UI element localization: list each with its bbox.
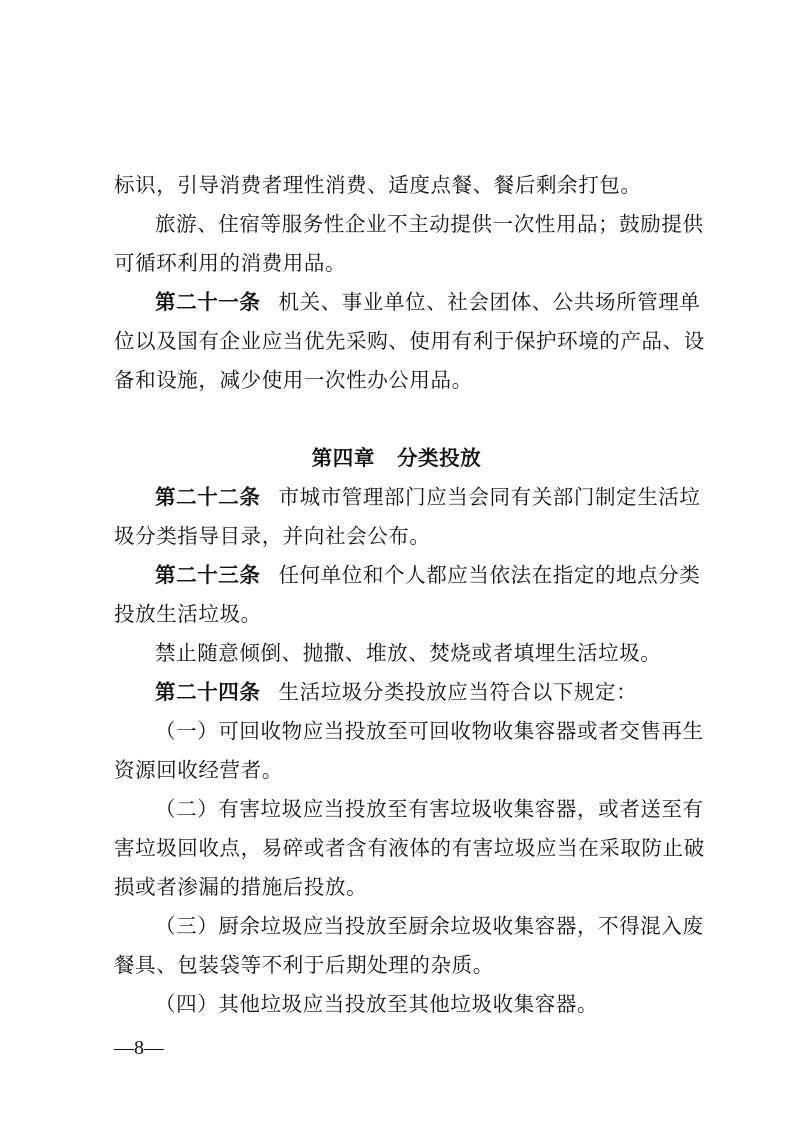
line-text: 损或者渗漏的措施后投放。 bbox=[114, 875, 368, 899]
list-item-line bbox=[155, 912, 704, 940]
line-text: 机关、事业单位、社会团体、公共场所管理单 bbox=[278, 290, 701, 314]
article-23-line bbox=[155, 561, 701, 589]
chapter-number: 第四章 bbox=[311, 446, 375, 470]
paragraph-line bbox=[114, 327, 705, 355]
article-21-line bbox=[155, 288, 701, 316]
line-text: 位以及国有企业应当优先采购、使用有利于保护环境的产品、设 bbox=[114, 329, 705, 353]
chapter-title: 分类投放 bbox=[396, 446, 482, 470]
line-text: （三）厨余垃圾应当投放至厨余垃圾收集容器，不得混入废 bbox=[155, 914, 704, 938]
line-text: 餐具、包装袋等不利于后期处理的杂质。 bbox=[114, 953, 494, 977]
page-number: —8— bbox=[114, 1037, 164, 1059]
paragraph-line bbox=[155, 639, 684, 667]
list-item-line bbox=[155, 990, 684, 1018]
line-text: 旅游、住宿等服务性企业不主动提供一次性用品；鼓励提供 bbox=[155, 212, 704, 236]
line-text: （一）可回收物应当投放至可回收物收集容器或者交售再生 bbox=[155, 719, 704, 743]
line-text: （四）其他垃圾应当投放至其他垃圾收集容器。 bbox=[155, 992, 599, 1016]
paragraph-line bbox=[114, 834, 705, 862]
paragraph-line bbox=[114, 366, 684, 394]
article-24-line bbox=[155, 678, 684, 706]
chapter-heading bbox=[0, 444, 793, 472]
line-text: 害垃圾回收点，易碎或者含有液体的有害垃圾应当在采取防止破 bbox=[114, 836, 705, 860]
line-text: 投放生活垃圾。 bbox=[114, 602, 262, 626]
article-21-label: 第二十一条 bbox=[155, 290, 261, 314]
line-text: （二）有害垃圾应当投放至有害垃圾收集容器，或者送至有 bbox=[155, 797, 704, 821]
line-text: 禁止随意倾倒、抛撒、堆放、焚烧或者填埋生活垃圾。 bbox=[155, 641, 662, 665]
paragraph-line bbox=[114, 171, 684, 199]
line-text: 资源回收经营者。 bbox=[114, 758, 283, 782]
line-text: 标识，引导消费者理性消费、适度点餐、餐后剩余打包。 bbox=[114, 173, 642, 197]
article-24-label: 第二十四条 bbox=[155, 680, 261, 704]
article-22-line bbox=[155, 483, 701, 511]
paragraph-line bbox=[114, 522, 684, 550]
line-text: 生活垃圾分类投放应当符合以下规定： bbox=[278, 680, 638, 704]
line-text: 备和设施，减少使用一次性办公用品。 bbox=[114, 368, 473, 392]
list-item-line bbox=[155, 795, 704, 823]
line-text: 任何单位和个人都应当依法在指定的地点分类 bbox=[278, 563, 701, 587]
paragraph-line bbox=[114, 873, 684, 901]
line-text: 可循环利用的消费用品。 bbox=[114, 251, 347, 275]
line-text: 圾分类指导目录，并向社会公布。 bbox=[114, 524, 431, 548]
line-text: 市城市管理部门应当会同有关部门制定生活垃 bbox=[278, 485, 701, 509]
paragraph-line bbox=[114, 951, 684, 979]
paragraph-line bbox=[114, 600, 684, 628]
article-22-label: 第二十二条 bbox=[155, 485, 261, 509]
paragraph-line bbox=[114, 249, 684, 277]
article-23-label: 第二十三条 bbox=[155, 563, 261, 587]
paragraph-line bbox=[155, 210, 704, 238]
paragraph-line bbox=[114, 756, 684, 784]
list-item-line bbox=[155, 717, 704, 745]
